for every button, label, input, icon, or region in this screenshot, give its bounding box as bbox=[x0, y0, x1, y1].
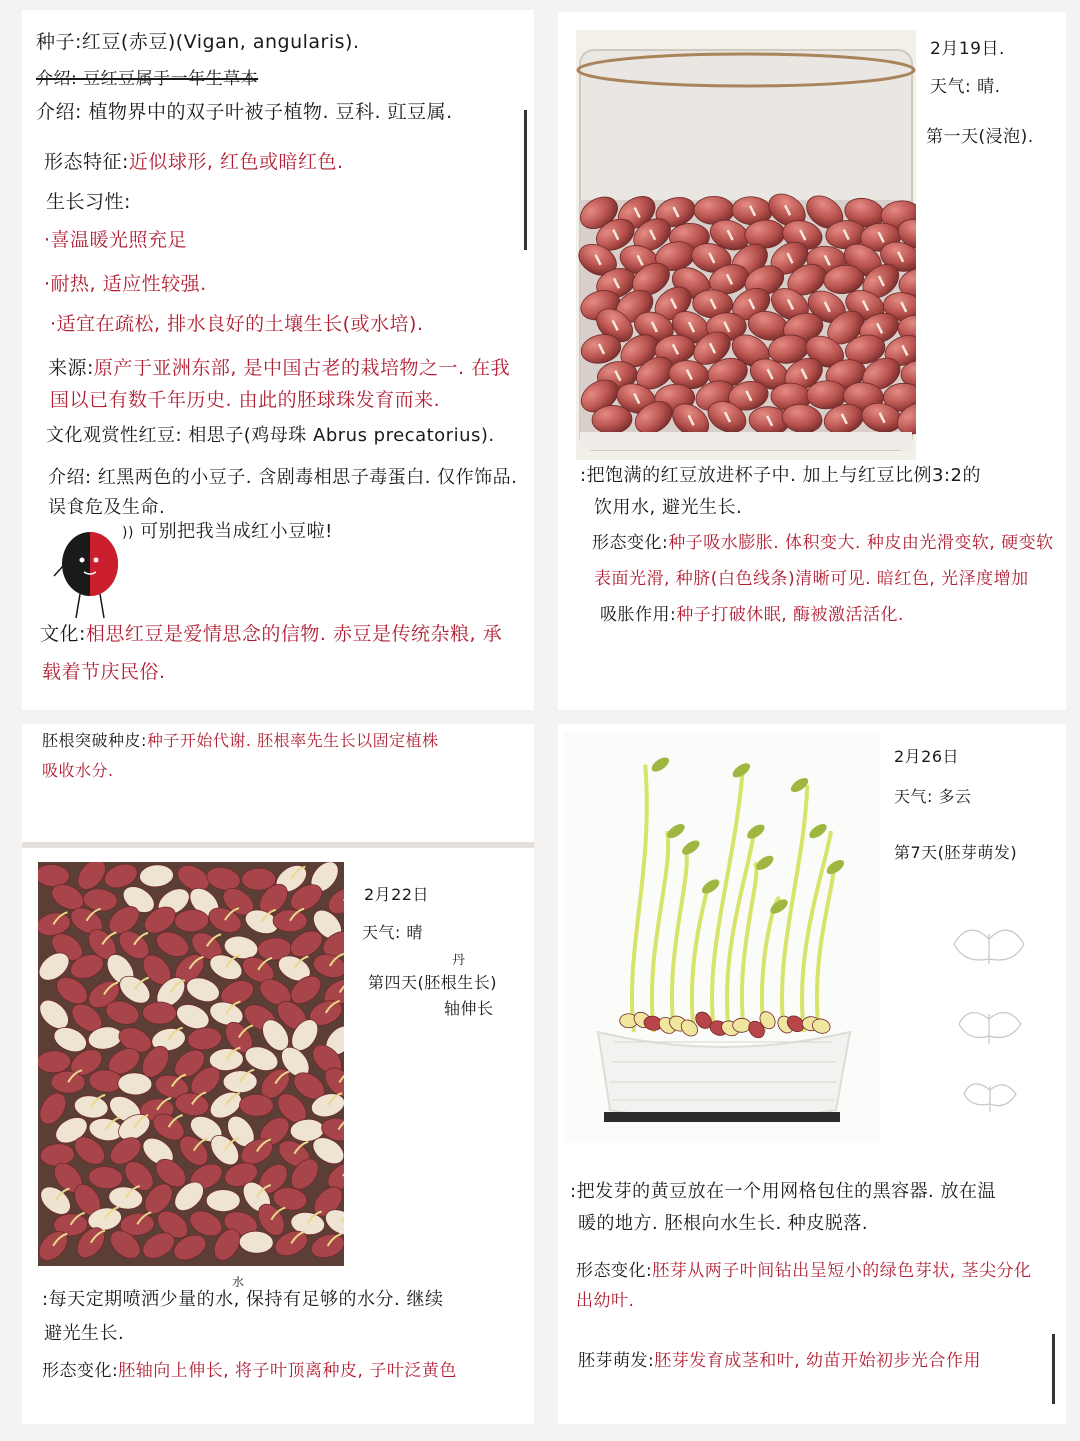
morph-label: 形态特征: bbox=[44, 151, 129, 173]
top-line2: 吸收水分. bbox=[42, 761, 114, 780]
weather: 天气: 多云 bbox=[894, 787, 972, 806]
morph-line2: 出幼叶. bbox=[576, 1291, 635, 1311]
morph-text: 胚轴向上伸长, 将子叶顶离种皮, 子叶泛黄色 bbox=[118, 1361, 457, 1381]
desc-line1: :把发芽的黄豆放在一个用网格包住的黑容器. 放在温 bbox=[570, 1181, 997, 1202]
bean bbox=[273, 910, 307, 932]
top-label: 胚根突破种皮: bbox=[42, 731, 147, 750]
origin-line2: 国以已有数千年历史. 由此的胚球珠发育而来. bbox=[50, 389, 441, 411]
notes-panel-day1 bbox=[558, 12, 1066, 710]
weather: 天气: 晴 bbox=[362, 923, 423, 942]
bean bbox=[206, 1190, 240, 1212]
desc-line2: 饮用水, 避光生长. bbox=[594, 497, 743, 518]
insert-mark-2: 水 bbox=[232, 1275, 245, 1289]
day-label: 第7天(胚芽萌发) bbox=[894, 843, 1018, 862]
origin-label: 来源: bbox=[48, 357, 94, 379]
day-label: 第一天(浸泡). bbox=[926, 127, 1034, 147]
date: 2月19日. bbox=[930, 39, 1005, 59]
desc-line2: 暖的地方. 胚根向水生长. 种皮脱落. bbox=[578, 1213, 869, 1234]
seed-label: 种子: bbox=[36, 31, 82, 53]
soaking-beans-photo bbox=[576, 30, 916, 460]
sprout-label: 胚芽萌发: bbox=[578, 1351, 655, 1371]
culture2-label: 文化: bbox=[40, 623, 86, 645]
intro2-line1: 介绍: 红黑两色的小豆子. 含剧毒相思子毒蛋白. 仅作饰品. bbox=[48, 467, 518, 488]
culture2-line1: 相思红豆是爱情思念的信物. 赤豆是传统杂粮, 承 bbox=[85, 623, 503, 645]
notes-panel-intro bbox=[22, 10, 534, 710]
sprouting-beans-image bbox=[38, 862, 344, 1266]
speech-text: 可别把我当成红小豆啦! bbox=[140, 521, 333, 542]
margin-mark bbox=[524, 110, 527, 250]
habit-item-3: ·适宜在疏松, 排水良好的土壤生长(或水培). bbox=[50, 313, 424, 335]
sprout-text: 胚芽发育成茎和叶, 幼苗开始初步光合作用 bbox=[654, 1351, 982, 1371]
speech-bubble: )) 可别把我当成红小豆啦! bbox=[122, 521, 333, 542]
culture2-line2: 载着节庆民俗. bbox=[42, 661, 166, 683]
weather: 天气: 晴. bbox=[930, 77, 1001, 97]
desc-line2: 避光生长. bbox=[44, 1323, 125, 1344]
bean-character-icon bbox=[52, 526, 132, 626]
bean bbox=[142, 1002, 176, 1025]
morph-text: 近似球形, 红色或暗红色. bbox=[128, 151, 344, 173]
habit-item-1: ·喜温暖光照充足 bbox=[44, 229, 188, 251]
habit-label: 生长习性: bbox=[46, 191, 131, 213]
intro-label: 介绍: bbox=[36, 101, 82, 123]
day-line1: 第四天(胚根生长) bbox=[368, 973, 497, 992]
bean bbox=[239, 1094, 273, 1117]
struck-line: 介绍: 豆红豆属于一年生草本 bbox=[36, 69, 259, 89]
morph-label: 形态变化: bbox=[592, 533, 669, 553]
morph-line1: 胚芽从两子叶间钻出呈短小的绿色芽状, 茎尖分化 bbox=[652, 1261, 1032, 1281]
bean bbox=[733, 1018, 751, 1032]
intro2-line2: 误食危及生命. bbox=[48, 497, 166, 518]
morph-label: 形态变化: bbox=[576, 1261, 653, 1281]
day-line2: 轴伸长 bbox=[444, 999, 494, 1018]
morph-line2: 表面光滑, 种脐(白色线条)清晰可见. 暗红色, 光泽度增加 bbox=[594, 569, 1029, 589]
desc-line1: :把饱满的红豆放进杯子中. 加上与红豆比例3:2的 bbox=[580, 465, 981, 486]
culture-line: 文化观赏性红豆: 相思子(鸡母珠 Abrus precatorius). bbox=[46, 425, 495, 446]
habit-item-2: ·耐热, 适应性较强. bbox=[44, 273, 207, 295]
date: 2月26日 bbox=[894, 747, 960, 766]
role-text: 种子打破休眠, 酶被激活活化. bbox=[676, 605, 904, 625]
desc-line1: :每天定期喷洒少量的水, 保持有足够的水分. 继续 bbox=[42, 1289, 444, 1310]
sketch-doodle-icon bbox=[934, 904, 1054, 1144]
sprouts-photo bbox=[564, 732, 880, 1142]
date: 2月22日 bbox=[364, 885, 430, 904]
role-label: 吸胀作用: bbox=[600, 605, 677, 625]
germinating-beans-photo bbox=[38, 862, 344, 1266]
origin-line1-tail: 在我 bbox=[471, 357, 511, 379]
seed-name: 红豆(赤豆)(Vigan, angularis). bbox=[81, 31, 360, 53]
top-line1: 种子开始代谢. 胚根率先生长以固定植株 bbox=[146, 731, 439, 750]
bean-sprouts-image bbox=[564, 732, 880, 1142]
morph-line1: 种子吸水膨胀. 体积变大. 种皮由光滑变软, 硬变软 bbox=[668, 533, 1054, 553]
insert-mark: 丹 bbox=[452, 953, 466, 968]
origin-line1: 原产于亚洲东部, 是中国古老的栽培物之一. bbox=[93, 357, 472, 379]
intro-text: 植物界中的双子叶被子植物. 豆科. 豇豆属. bbox=[88, 101, 453, 123]
jar-of-beans-image bbox=[576, 30, 916, 460]
margin-mark bbox=[1052, 1334, 1055, 1404]
morph-label: 形态变化: bbox=[42, 1361, 119, 1381]
notes-panel-day4 bbox=[22, 724, 534, 1424]
notes-panel-day7 bbox=[558, 724, 1066, 1424]
